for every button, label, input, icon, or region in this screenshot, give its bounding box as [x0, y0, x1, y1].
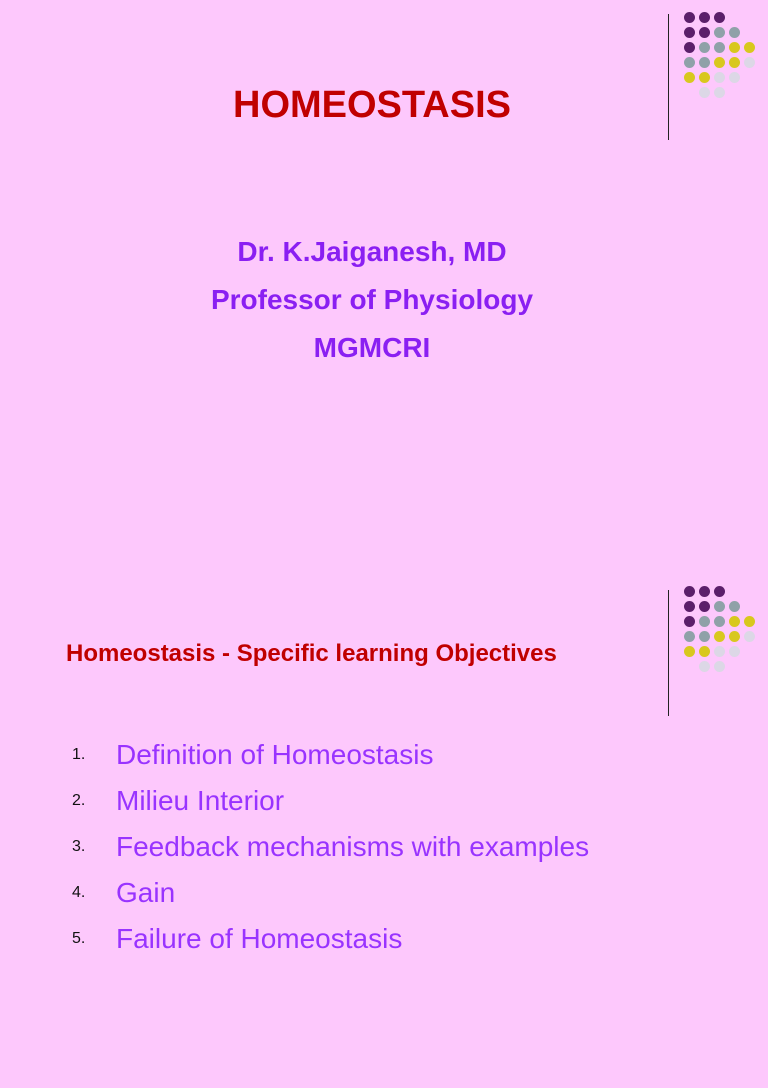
decorative-dot — [714, 646, 725, 657]
decorative-dot — [729, 57, 740, 68]
list-item — [72, 778, 589, 824]
list-item-number: 5. — [72, 930, 86, 947]
decorative-dot — [699, 616, 710, 627]
decorative-dot — [729, 12, 740, 23]
decorative-dot — [744, 42, 755, 53]
list-item-number: 4. — [72, 884, 86, 901]
decorative-dot — [699, 661, 710, 672]
decorative-dot — [699, 631, 710, 642]
author-institution: MGMCRI — [313, 332, 431, 363]
decorative-dot — [744, 646, 755, 657]
decorative-dot — [714, 27, 725, 38]
list-item-number: 1. — [72, 746, 86, 763]
decorative-divider-line — [668, 590, 669, 716]
decorative-dot — [684, 586, 695, 597]
decorative-dot — [684, 27, 695, 38]
list-item-text: Feedback mechanisms with examples — [116, 831, 590, 862]
list-item-number: 2. — [72, 792, 86, 809]
decorative-dot — [714, 616, 725, 627]
decorative-dot — [744, 12, 755, 23]
decorative-dot — [729, 72, 740, 83]
decorative-dot — [699, 586, 710, 597]
decorative-dot — [684, 631, 695, 642]
author-name: Dr. K.Jaiganesh, MD — [237, 236, 507, 267]
decorative-dot — [684, 72, 695, 83]
list-item-text: Gain — [116, 877, 176, 908]
decorative-dot — [714, 586, 725, 597]
decorative-dot — [714, 57, 725, 68]
decorative-dot — [699, 601, 710, 612]
decorative-dot — [744, 72, 755, 83]
list-item-number: 3. — [72, 838, 86, 855]
decorative-dot — [729, 586, 740, 597]
slide-title — [0, 0, 768, 512]
decorative-dot — [684, 646, 695, 657]
decorative-dot — [729, 601, 740, 612]
decorative-dot — [684, 616, 695, 627]
decorative-dot — [744, 27, 755, 38]
decorative-dot — [684, 601, 695, 612]
objectives-list — [72, 732, 589, 962]
decorative-dot — [744, 631, 755, 642]
decorative-dot — [744, 57, 755, 68]
decorative-dot — [744, 586, 755, 597]
author-position: Professor of Physiology — [210, 284, 534, 315]
slide-objectives — [0, 576, 768, 1088]
slide-title-heading: HOMEOSTASIS — [233, 84, 511, 126]
list-item — [72, 870, 589, 916]
decorative-dot — [729, 616, 740, 627]
list-item — [72, 824, 589, 870]
decorative-dot — [729, 646, 740, 657]
decorative-dot — [714, 661, 725, 672]
list-item — [72, 732, 589, 778]
list-item-text: Milieu Interior — [116, 785, 285, 816]
decorative-dot — [699, 12, 710, 23]
slide-subtitle — [0, 228, 744, 372]
decorative-dot — [684, 12, 695, 23]
decorative-dot — [729, 27, 740, 38]
decorative-dot — [744, 87, 755, 98]
decorative-dot — [714, 601, 725, 612]
decorative-dot — [714, 42, 725, 53]
decorative-dot — [684, 661, 695, 672]
decorative-dot — [714, 12, 725, 23]
list-item — [72, 916, 589, 962]
decorative-dot — [729, 42, 740, 53]
decorative-dot — [729, 631, 740, 642]
decorative-dot — [744, 616, 755, 627]
objectives-heading: Homeostasis - Specific learning Objectives — [66, 640, 557, 667]
list-item-text: Definition of Homeostasis — [116, 739, 434, 770]
decorative-dot — [699, 57, 710, 68]
list-item-text: Failure of Homeostasis — [116, 923, 403, 954]
decorative-dot — [729, 661, 740, 672]
decorative-dot — [744, 601, 755, 612]
decorative-dot — [714, 631, 725, 642]
decorative-dot — [714, 72, 725, 83]
decorative-dot — [744, 661, 755, 672]
decorative-dot — [684, 42, 695, 53]
decorative-dot-grid — [684, 586, 755, 672]
decorative-dot — [699, 27, 710, 38]
decorative-dot — [699, 646, 710, 657]
decorative-dot — [699, 42, 710, 53]
decorative-dot — [699, 72, 710, 83]
decorative-dot — [684, 57, 695, 68]
